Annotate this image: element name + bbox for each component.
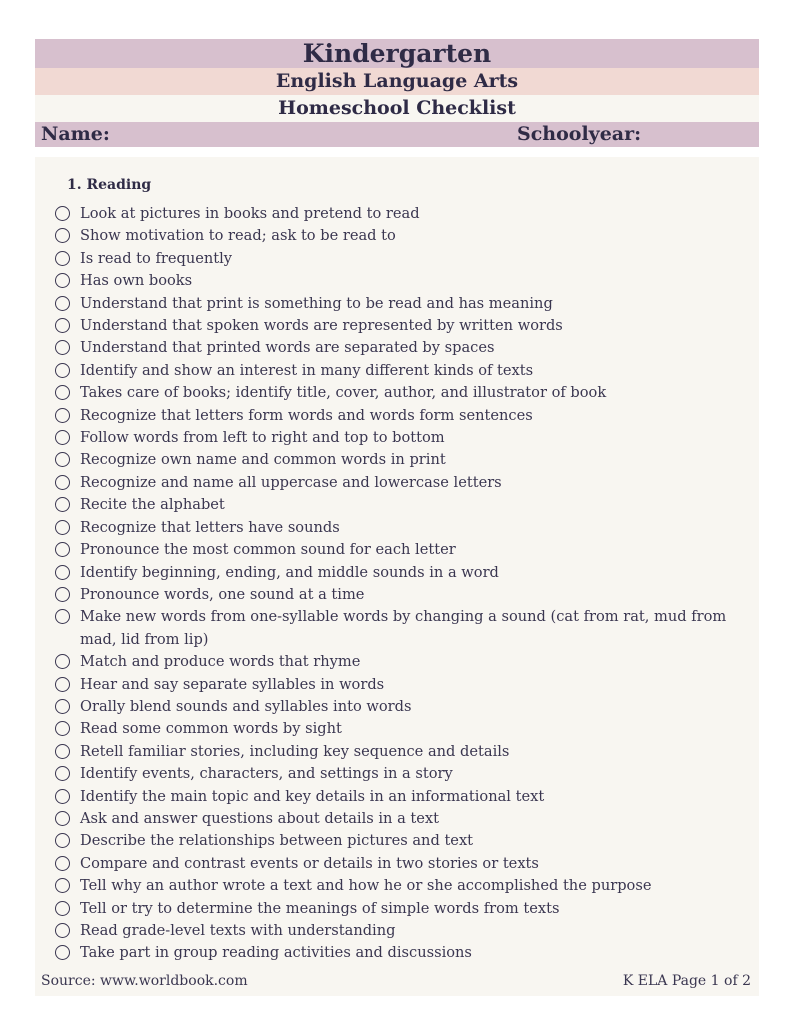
checklist-item-label: Identify the main topic and key details in an informational text <box>80 787 545 805</box>
checkbox-circle[interactable] <box>55 296 70 311</box>
checklist-item <box>55 337 745 359</box>
checkbox-circle[interactable] <box>55 721 70 736</box>
checkbox-circle[interactable] <box>55 833 70 848</box>
checklist-item <box>55 584 745 606</box>
checkbox-circle[interactable] <box>55 228 70 243</box>
checklist-item <box>55 517 745 539</box>
checklist-item-label: Orally blend sounds and syllables into words <box>80 697 412 715</box>
checklist-item <box>55 651 745 673</box>
checklist-subtitle: Homeschool Checklist <box>35 95 759 122</box>
checklist-item <box>55 920 745 942</box>
checklist-item <box>55 449 745 471</box>
checklist-item <box>55 315 745 337</box>
checklist-item-label: Show motivation to read; ask to be read to <box>80 227 396 245</box>
checklist-item-label: Make new words from one-syllable words by changing a sound (cat from rat, mud from mad, lid from lip) <box>80 608 727 648</box>
checkbox-circle[interactable] <box>55 565 70 580</box>
checklist-item-label: Recognize and name all uppercase and lowercase letters <box>80 473 502 491</box>
checklist-item-label: Ask and answer questions about details in a text <box>80 809 440 827</box>
checklist-item <box>55 696 745 718</box>
schoolyear-label: Schoolyear: <box>517 123 642 145</box>
checklist-item <box>55 562 745 584</box>
checklist-item <box>55 853 745 875</box>
checklist-item-label: Recognize own name and common words in print <box>80 451 446 469</box>
checkbox-circle[interactable] <box>55 273 70 288</box>
checklist-item-label: Is read to frequently <box>80 249 233 267</box>
checklist-item-label: Understand that printed words are separated by spaces <box>80 339 495 357</box>
checkbox-circle[interactable] <box>55 318 70 333</box>
checklist-item-label: Takes care of books; identify title, cover, author, and illustrator of book <box>80 384 607 402</box>
checklist-item <box>55 539 745 561</box>
checklist-item <box>55 718 745 740</box>
checklist-item <box>55 942 745 964</box>
checklist-item <box>55 606 745 651</box>
checklist-item <box>55 248 745 270</box>
checklist-item-label: Read grade-level texts with understanding <box>80 922 396 939</box>
checklist-item-label: Describe the relationships between pictures and text <box>80 832 474 850</box>
checklist-item-label: Tell why an author wrote a text and how he or she accomplished the purpose <box>80 877 652 895</box>
checklist-item-label: Pronounce the most common sound for each letter <box>80 541 456 559</box>
checkbox-circle[interactable] <box>55 789 70 804</box>
checklist-item <box>55 360 745 382</box>
page-title: Kindergarten <box>35 39 759 68</box>
section-heading: 1. Reading <box>67 177 152 193</box>
checklist-item <box>55 293 745 315</box>
checklist-item <box>55 270 745 292</box>
checklist-item <box>55 203 745 225</box>
checkbox-circle[interactable] <box>55 363 70 378</box>
checklist-item-label: Follow words from left to right and top to bottom <box>80 429 445 447</box>
checklist-panel <box>35 157 759 996</box>
checkbox-circle[interactable] <box>55 251 70 266</box>
checkbox-circle[interactable] <box>55 542 70 557</box>
checklist-item-label: Recognize that letters have sounds <box>80 518 340 536</box>
checkbox-circle[interactable] <box>55 878 70 893</box>
checklist-item <box>55 808 745 830</box>
name-year-bar <box>35 122 759 147</box>
checklist-item-label: Retell familiar stories, including key sequence and details <box>80 742 510 760</box>
checkbox-circle[interactable] <box>55 677 70 692</box>
checkbox-circle[interactable] <box>55 497 70 512</box>
checkbox-circle[interactable] <box>55 520 70 535</box>
checklist-item <box>55 472 745 494</box>
source-credit: Source: www.worldbook.com <box>41 973 248 989</box>
checkbox-circle[interactable] <box>55 766 70 781</box>
checklist-item <box>55 898 745 920</box>
checklist-item <box>55 763 745 785</box>
checklist-item-label: Hear and say separate syllables in words <box>80 675 385 693</box>
checkbox-circle[interactable] <box>55 452 70 467</box>
checklist-item-label: Identify and show an interest in many different kinds of texts <box>80 361 534 379</box>
checkbox-circle[interactable] <box>55 856 70 871</box>
subject-heading: English Language Arts <box>35 68 759 95</box>
checkbox-circle[interactable] <box>55 206 70 221</box>
checkbox-circle[interactable] <box>55 587 70 602</box>
page-number: K ELA Page 1 of 2 <box>622 973 751 989</box>
checklist-item <box>55 405 745 427</box>
checklist-item-label: Recite the alphabet <box>80 496 225 514</box>
checkbox-circle[interactable] <box>55 901 70 916</box>
checklist-item-label: Understand that print is something to be read and has meaning <box>80 294 553 312</box>
checklist-item-label: Identify events, characters, and settings in a story <box>80 765 453 783</box>
checklist-item-label: Read some common words by sight <box>80 720 342 738</box>
checkbox-circle[interactable] <box>55 744 70 759</box>
checklist-item-label: Tell or try to determine the meanings of simple words from texts <box>80 899 560 917</box>
checkbox-circle[interactable] <box>55 475 70 490</box>
checklist-item-label: Compare and contrast events or details in two stories or texts <box>80 854 539 872</box>
checklist-item-label: Match and produce words that rhyme <box>80 653 361 671</box>
checklist-item <box>55 427 745 449</box>
checklist-item <box>55 875 745 897</box>
checklist-item <box>55 830 745 852</box>
checkbox-circle[interactable] <box>55 385 70 400</box>
checklist-item-label: Take part in group reading activities and discussions <box>80 944 472 962</box>
checklist-item-label: Pronounce words, one sound at a time <box>80 585 365 603</box>
checklist-item-label: Has own books <box>80 272 193 290</box>
checklist-item-label: Look at pictures in books and pretend to read <box>80 205 420 222</box>
checkbox-circle[interactable] <box>55 699 70 714</box>
checklist-item <box>55 382 745 404</box>
name-label: Name: <box>41 123 110 145</box>
checkbox-circle[interactable] <box>55 945 70 960</box>
checklist-item-label: Understand that spoken words are represented by written words <box>80 317 563 335</box>
checklist-item-label: Recognize that letters form words and words form sentences <box>80 406 533 424</box>
checklist-item <box>55 674 745 696</box>
checklist-item-label: Identify beginning, ending, and middle sounds in a word <box>80 563 499 581</box>
checkbox-circle[interactable] <box>55 408 70 423</box>
checkbox-circle[interactable] <box>55 811 70 826</box>
checkbox-circle[interactable] <box>55 430 70 445</box>
checkbox-circle[interactable] <box>55 923 70 938</box>
checklist-item <box>55 494 745 516</box>
checklist-item <box>55 741 745 763</box>
checkbox-circle[interactable] <box>55 609 70 624</box>
checkbox-circle[interactable] <box>55 340 70 355</box>
checklist-item <box>55 225 745 247</box>
reading-checklist <box>55 203 745 965</box>
checklist-item <box>55 786 745 808</box>
checkbox-circle[interactable] <box>55 654 70 669</box>
